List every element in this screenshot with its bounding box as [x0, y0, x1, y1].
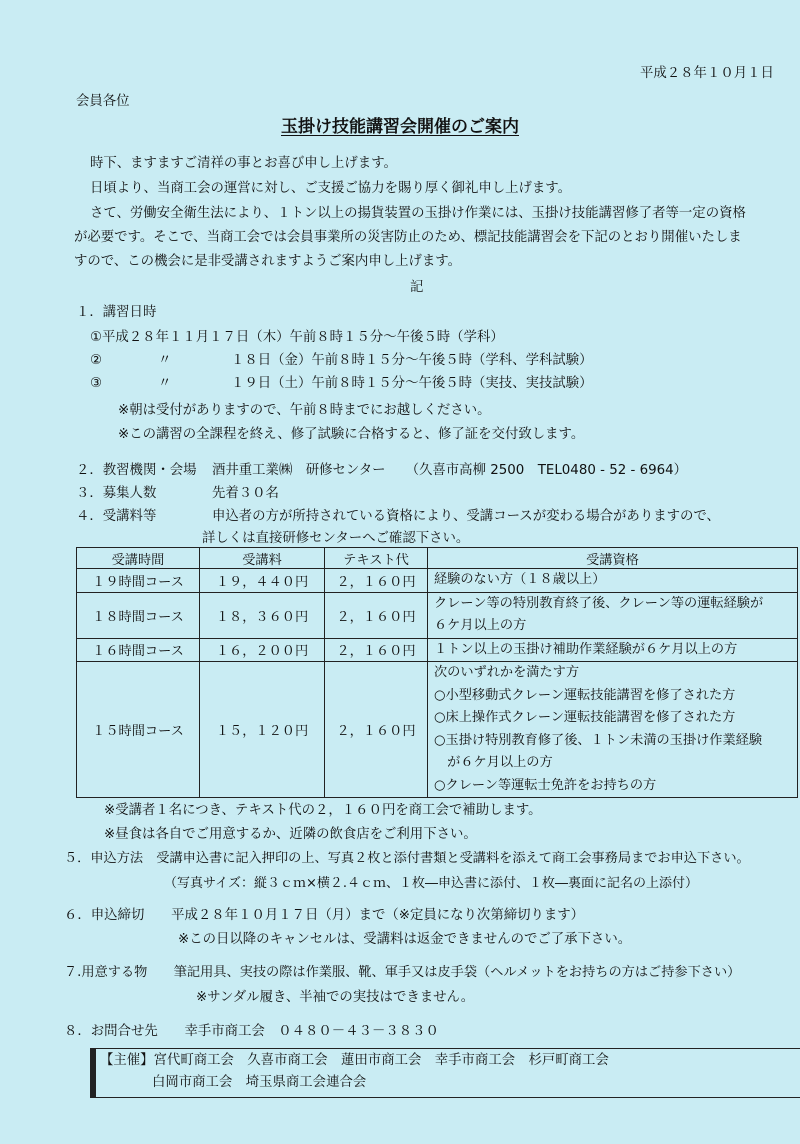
table-note: ※受講者１名につき、テキスト代の２，１６０円を商工会で補助します。 — [104, 803, 542, 818]
text-fee-cell: ２，１６０円 — [325, 638, 428, 662]
ditto-mark: 〃 — [158, 376, 172, 391]
intro-line: 時下、ますますご清祥の事とお喜び申し上げます。 — [90, 156, 397, 171]
section-5-line: ５．申込方法 受講申込書に記入押印の上、写真２枚と添付書類と受講料を添えて商工会事務局までお申込下さい。 — [64, 851, 750, 866]
section-3-value: 先着３０名 — [212, 486, 279, 501]
fee-cell: １８，３６０円 — [200, 592, 325, 638]
section-7-line: ７.用意する物 筆記用具、実技の際は作業服、靴、軍手又は皮手袋（ヘルメットをお持ちの方はご持参下さい） — [64, 965, 741, 980]
table-header-row — [77, 548, 798, 569]
qualification-cell — [428, 638, 798, 662]
qualification-line: ○玉掛け特別教育修了後、１トン未満の玉掛け作業経験 — [434, 732, 763, 748]
section-1-heading: １．講習日時 — [76, 305, 157, 320]
header-text: テキスト代 — [325, 548, 428, 569]
qualification-line: 経験のない方（１８歳以上） — [434, 572, 606, 587]
qualification-line: ○小型移動式クレーン運転技能講習を修了された方 — [434, 687, 736, 703]
issue-date: 平成２８年１０月１日 — [640, 66, 774, 81]
qualification-line: クレーン等の特別教育終了後、クレーン等の運転経験が — [434, 595, 764, 611]
qualification-line: ○クレーン等運転士免許をお持ちの方 — [434, 777, 657, 793]
qualification-line: ６ケ月以上の方 — [434, 618, 527, 633]
page-title: 玉掛け技能講習会開催のご案内 — [281, 117, 519, 137]
section-3-label: ３．募集人数 — [76, 486, 157, 501]
section-2-label: ２．教習機関・会場 — [76, 463, 197, 478]
intro-line: が必要です。そこで、当商工会では会員事業所の災害防止のため、標記技能講習会を下記のとおり開催いたしま — [74, 230, 742, 245]
fee-table — [76, 547, 798, 798]
section-7-note: ※サンダル履き、半袖での実技はできません。 — [196, 990, 475, 1005]
fee-cell: １９，４４０円 — [200, 569, 325, 593]
course-cell: １９時間コース — [77, 569, 200, 593]
header-fee: 受講料 — [200, 548, 325, 569]
schedule-row-number: ② — [90, 353, 103, 368]
header-qualification: 受講資格 — [428, 548, 798, 569]
addressee: 会員各位 — [76, 94, 130, 109]
section-5-note: （写真サイズ：縦３ｃｍ×横２.４ｃｍ、１枚―申込書に添付、１枚―裏面に記名の上添付） — [164, 876, 698, 891]
course-cell: １８時間コース — [77, 592, 200, 638]
table-row — [77, 569, 798, 593]
course-cell: １５時間コース — [77, 662, 200, 798]
intro-line: さて、労働安全衛生法により、１トン以上の揚貨装置の玉掛け作業には、玉掛け技能講習修了者等一定の資格 — [90, 206, 746, 221]
organizers-box — [90, 1048, 800, 1098]
qualification-cell — [428, 569, 798, 593]
section-6-line: ６．申込締切 平成２８年１０月１７日（月）まで（※定員になり次第締切ります） — [64, 908, 585, 923]
ditto-mark: 〃 — [158, 353, 172, 368]
table-row — [77, 592, 798, 638]
ki-heading: 記 — [410, 280, 424, 295]
section-8-line: ８．お問合せ先 幸手市商工会 ０４８０－４３－３８３０ — [64, 1024, 439, 1039]
schedule-note: ※この講習の全課程を終え、修了試験に合格すると、修了証を交付致します。 — [118, 427, 585, 442]
intro-line: すので、この機会に是非受講されますようご案内申し上げます。 — [74, 254, 461, 269]
table-row — [77, 662, 798, 798]
qualification-cell — [428, 662, 798, 798]
text-fee-cell: ２，１６０円 — [325, 569, 428, 593]
organizers-line: 白岡市商工会 埼玉県商工会連合会 — [152, 1075, 367, 1090]
section-2-value: 酒井重工業㈱ 研修センター （久喜市高柳 2500 TEL0480 - 52 - 6964） — [212, 463, 688, 478]
qualification-line: 次のいずれかを満たす方 — [434, 665, 580, 680]
qualification-line: ○床上操作式クレーン運転技能講習を修了された方 — [434, 710, 736, 725]
schedule-row-number: ③ — [90, 376, 103, 391]
section-4-line: 申込者の方が所持されている資格により、受講コースが変わる場合がありますので、 — [212, 509, 720, 524]
schedule-note: ※朝は受付がありますので、午前８時までにお越しください。 — [118, 403, 491, 418]
intro-line: 日頃より、当商工会の運営に対し、ご支援ご協力を賜り厚く御礼申し上げます。 — [90, 181, 571, 196]
section-4-line: 詳しくは直接研修センターへご確認下さい。 — [202, 531, 470, 546]
schedule-row: １８日（金）午前８時１５分～午後５時（学科、学科試験） — [231, 353, 593, 368]
text-fee-cell: ２，１６０円 — [325, 592, 428, 638]
table-note: ※昼食は各自でご用意するか、近隣の飲食店をご利用下さい。 — [104, 827, 477, 842]
header-course: 受講時間 — [77, 548, 200, 569]
fee-cell: １５，１２０円 — [200, 662, 325, 798]
course-cell: １６時間コース — [77, 638, 200, 662]
qualification-cell — [428, 592, 798, 638]
qualification-line: １トン以上の玉掛け補助作業経験が６ケ月以上の方 — [434, 641, 738, 657]
text-fee-cell: ２，１６０円 — [325, 662, 428, 798]
table-row — [77, 638, 798, 662]
qualification-line: が６ケ月以上の方 — [434, 755, 553, 770]
organizers-line: 【主催】宮代町商工会 久喜市商工会 蓮田市商工会 幸手市商工会 杉戸町商工会 — [100, 1053, 609, 1068]
fee-cell: １６，２００円 — [200, 638, 325, 662]
section-6-note: ※この日以降のキャンセルは、受講料は返金できませんのでご了承下さい。 — [178, 932, 632, 947]
section-4-label: ４．受講料等 — [76, 509, 157, 524]
schedule-row: １９日（土）午前８時１５分～午後５時（実技、実技試験） — [231, 376, 593, 391]
schedule-row: ①平成２８年１１月１７日（木）午前８時１５分～午後５時（学科） — [90, 330, 504, 345]
